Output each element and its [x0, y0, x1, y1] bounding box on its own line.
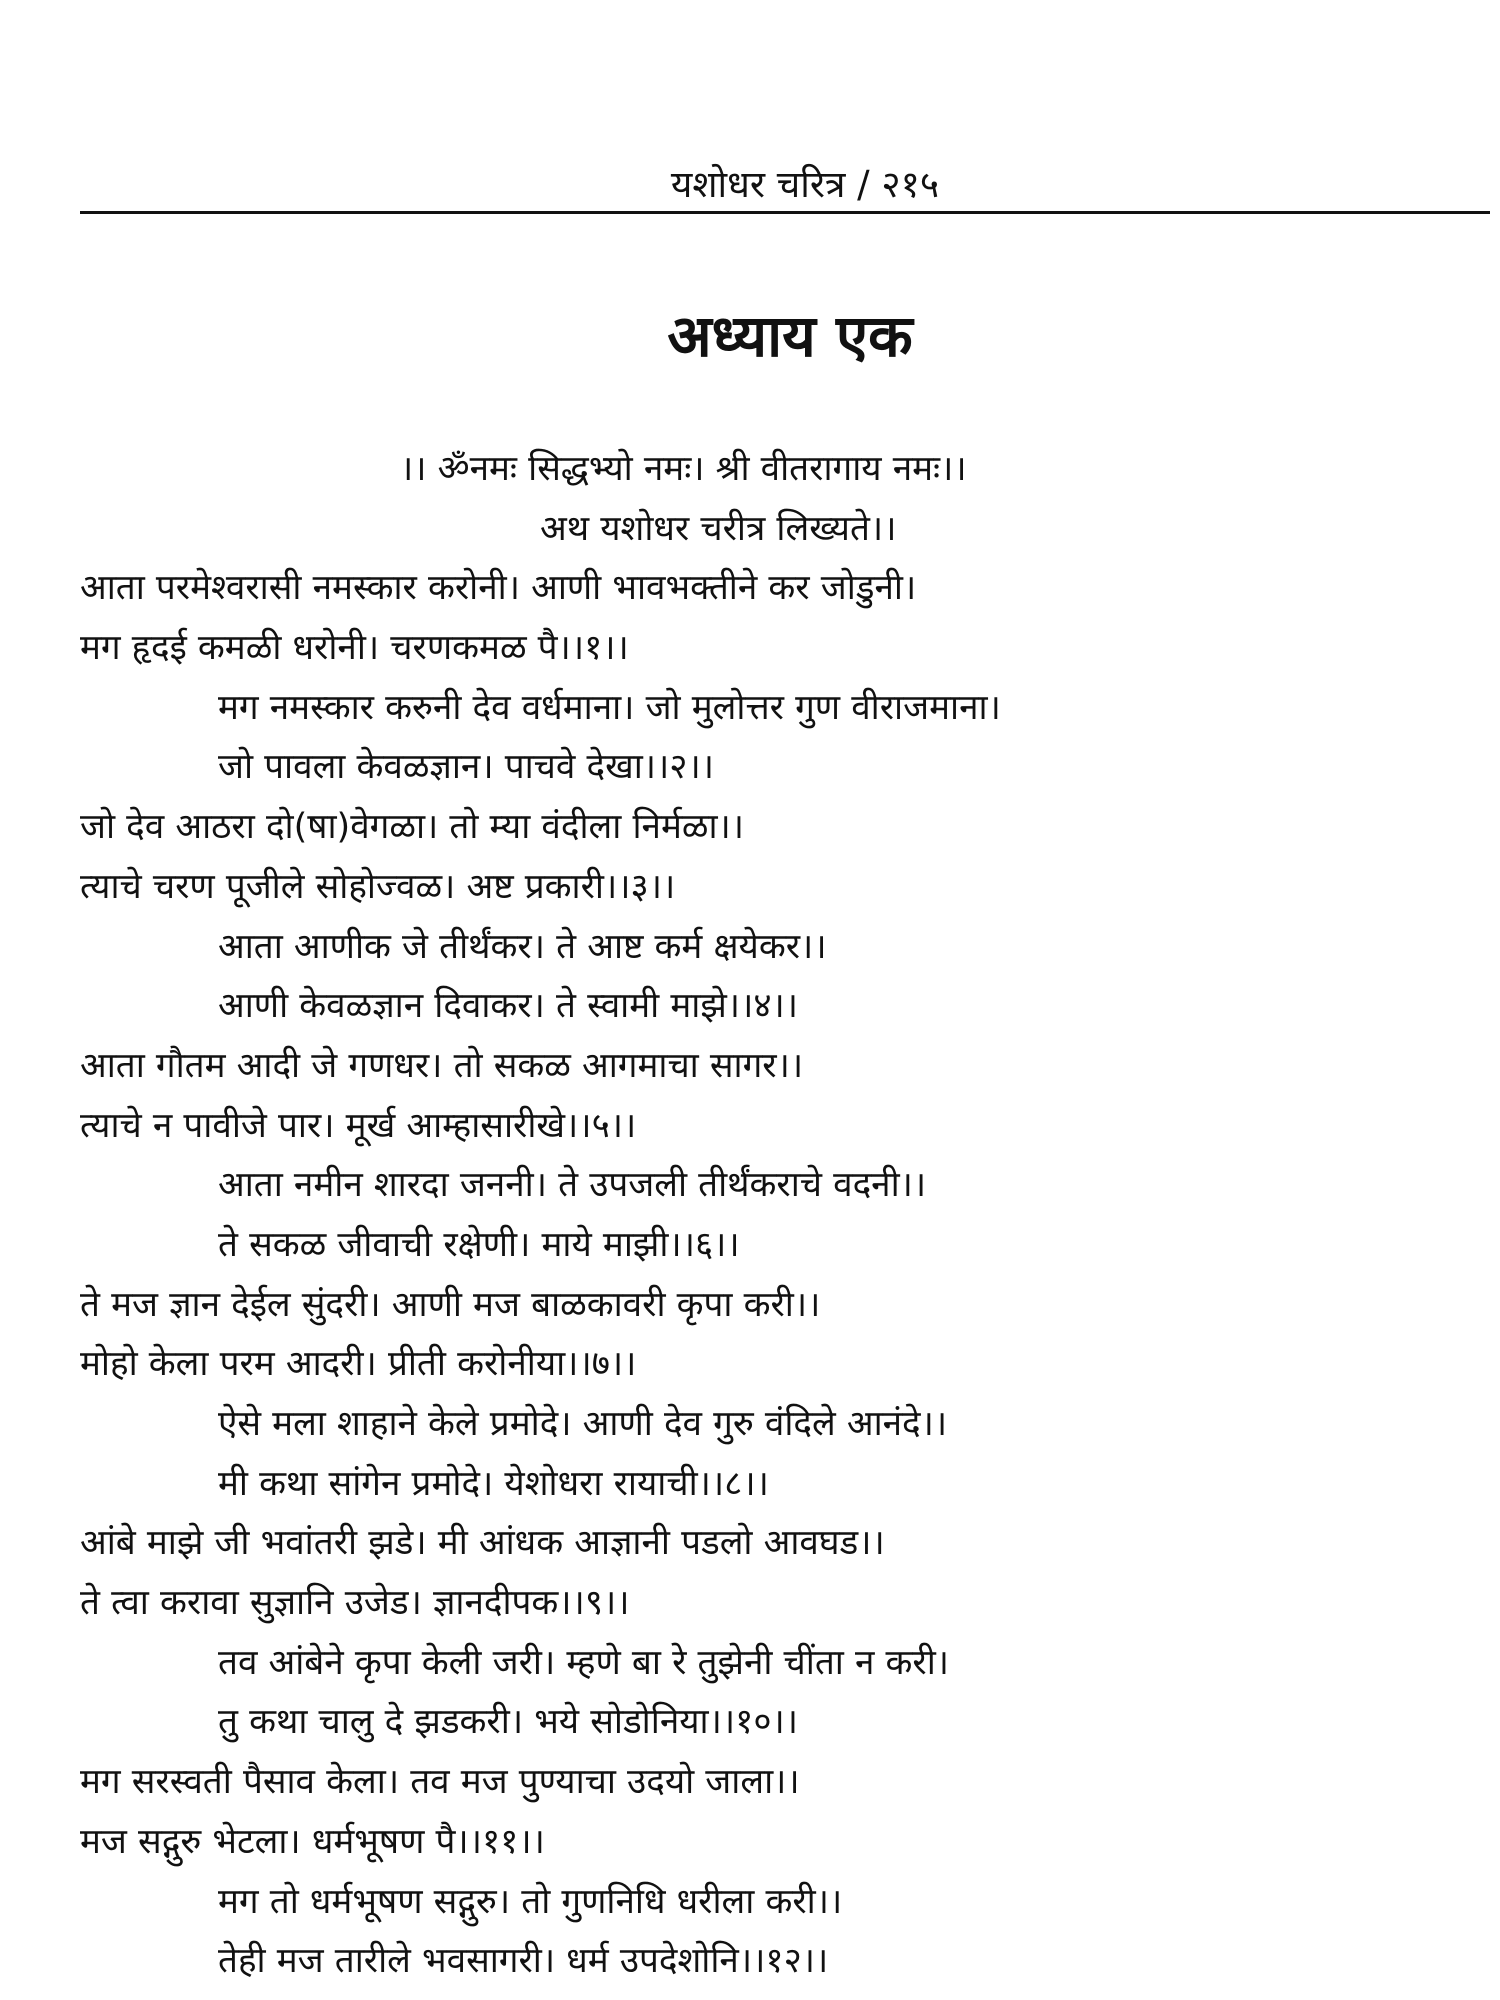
- verse-line: आणी केवळज्ञान दिवाकर। ते स्वामी माझे।।४।।: [218, 986, 799, 1027]
- verse-line: त्याचे चरण पूजीले सोहोज्वळ। अष्ट प्रकारी।।३।।: [80, 866, 676, 907]
- verse-line: मी कथा सांगेन प्रमोदे। येशोधरा रायाची।।८।।: [218, 1463, 769, 1504]
- verse-line: तव आंबेने कृपा केली जरी। म्हणे बा रे तुझेनी चींता न करी।: [218, 1642, 950, 1683]
- verse-line: त्याचे न पावीजे पार। मूर्ख आम्हासारीखे।।५।।: [80, 1105, 637, 1146]
- verse-line: तु कथा चालु दे झडकरी। भये सोडोनिया।।१०।।: [218, 1702, 799, 1743]
- verse-line: मग तो धर्मभूषण सद्गुरु। तो गुणनिधि धरीला करी।।: [218, 1881, 843, 1922]
- verse-line: आता आणीक जे तीर्थंकर। ते आष्ट कर्म क्षयेकर।।: [218, 926, 827, 967]
- verse-line: आता परमेश्वरासी नमस्कार करोनी। आणी भावभक्तीने कर जोडुनी।: [80, 568, 917, 609]
- verse-line: मज सद्गुरु भेटला। धर्मभूषण पै।।११।।: [80, 1821, 545, 1862]
- header-rule: [80, 211, 1490, 214]
- invocation-line: ।। ॐनमः सिद्धभ्यो नमः। श्री वीतरागाय नमः।।: [400, 449, 967, 489]
- verse-line: मग हृदई कमळी धरोनी। चरणकमळ पै।।१।।: [80, 628, 629, 669]
- verse-line: आता नमीन शारदा जननी। ते उपजली तीर्थंकराचे वदनी।।: [218, 1165, 927, 1206]
- verse-line: मग सरस्वती पैसाव केला। तव मज पुण्याचा उदयो जाला।।: [80, 1762, 800, 1803]
- verse-line: जो पावला केवळज्ञान। पाचवे देखा।।२।।: [218, 747, 715, 788]
- verse-line: मोहो केला परम आदरी। प्रीती करोनीया।।७।।: [80, 1344, 637, 1385]
- verse-line: ते त्वा करावा सुज्ञानि उजेड। ज्ञानदीपक।।९।।: [80, 1583, 630, 1624]
- verse-line: आंबे माझे जी भवांतरी झडे। मी आंधक आज्ञानी पडलो आवघड।।: [80, 1523, 885, 1564]
- verse-line: तेही मज तारीले भवसागरी। धर्म उपदेशोनि।।१२।।: [218, 1941, 829, 1982]
- verse-block: [80, 440, 1470, 1992]
- running-head: यशोधर चरित्र / २१५: [670, 163, 940, 206]
- invocation-line: अथ यशोधर चरीत्र लिख्यते।।: [540, 508, 897, 549]
- verse-line: मग नमस्कार करुनी देव वर्धमाना। जो मुलोत्तर गुण वीराजमाना।: [218, 687, 1001, 728]
- verse-line: ते मज ज्ञान देईल सुंदरी। आणी मज बाळकावरी कृपा करी।।: [80, 1284, 821, 1325]
- chapter-title: अध्याय एक: [667, 302, 913, 370]
- verse-line: ते सकळ जीवाची रक्षेणी। माये माझी।।६।।: [218, 1224, 740, 1265]
- verse-line: आता गौतम आदी जे गणधर। तो सकळ आगमाचा सागर।।: [80, 1045, 804, 1086]
- verse-line: जो देव आठरा दो(षा)वेगळा। तो म्या वंदीला निर्मळा।।: [80, 807, 745, 848]
- verse-line: ऐसे मला शाहाने केले प्रमोदे। आणी देव गुरु वंदिले आनंदे।।: [218, 1404, 948, 1444]
